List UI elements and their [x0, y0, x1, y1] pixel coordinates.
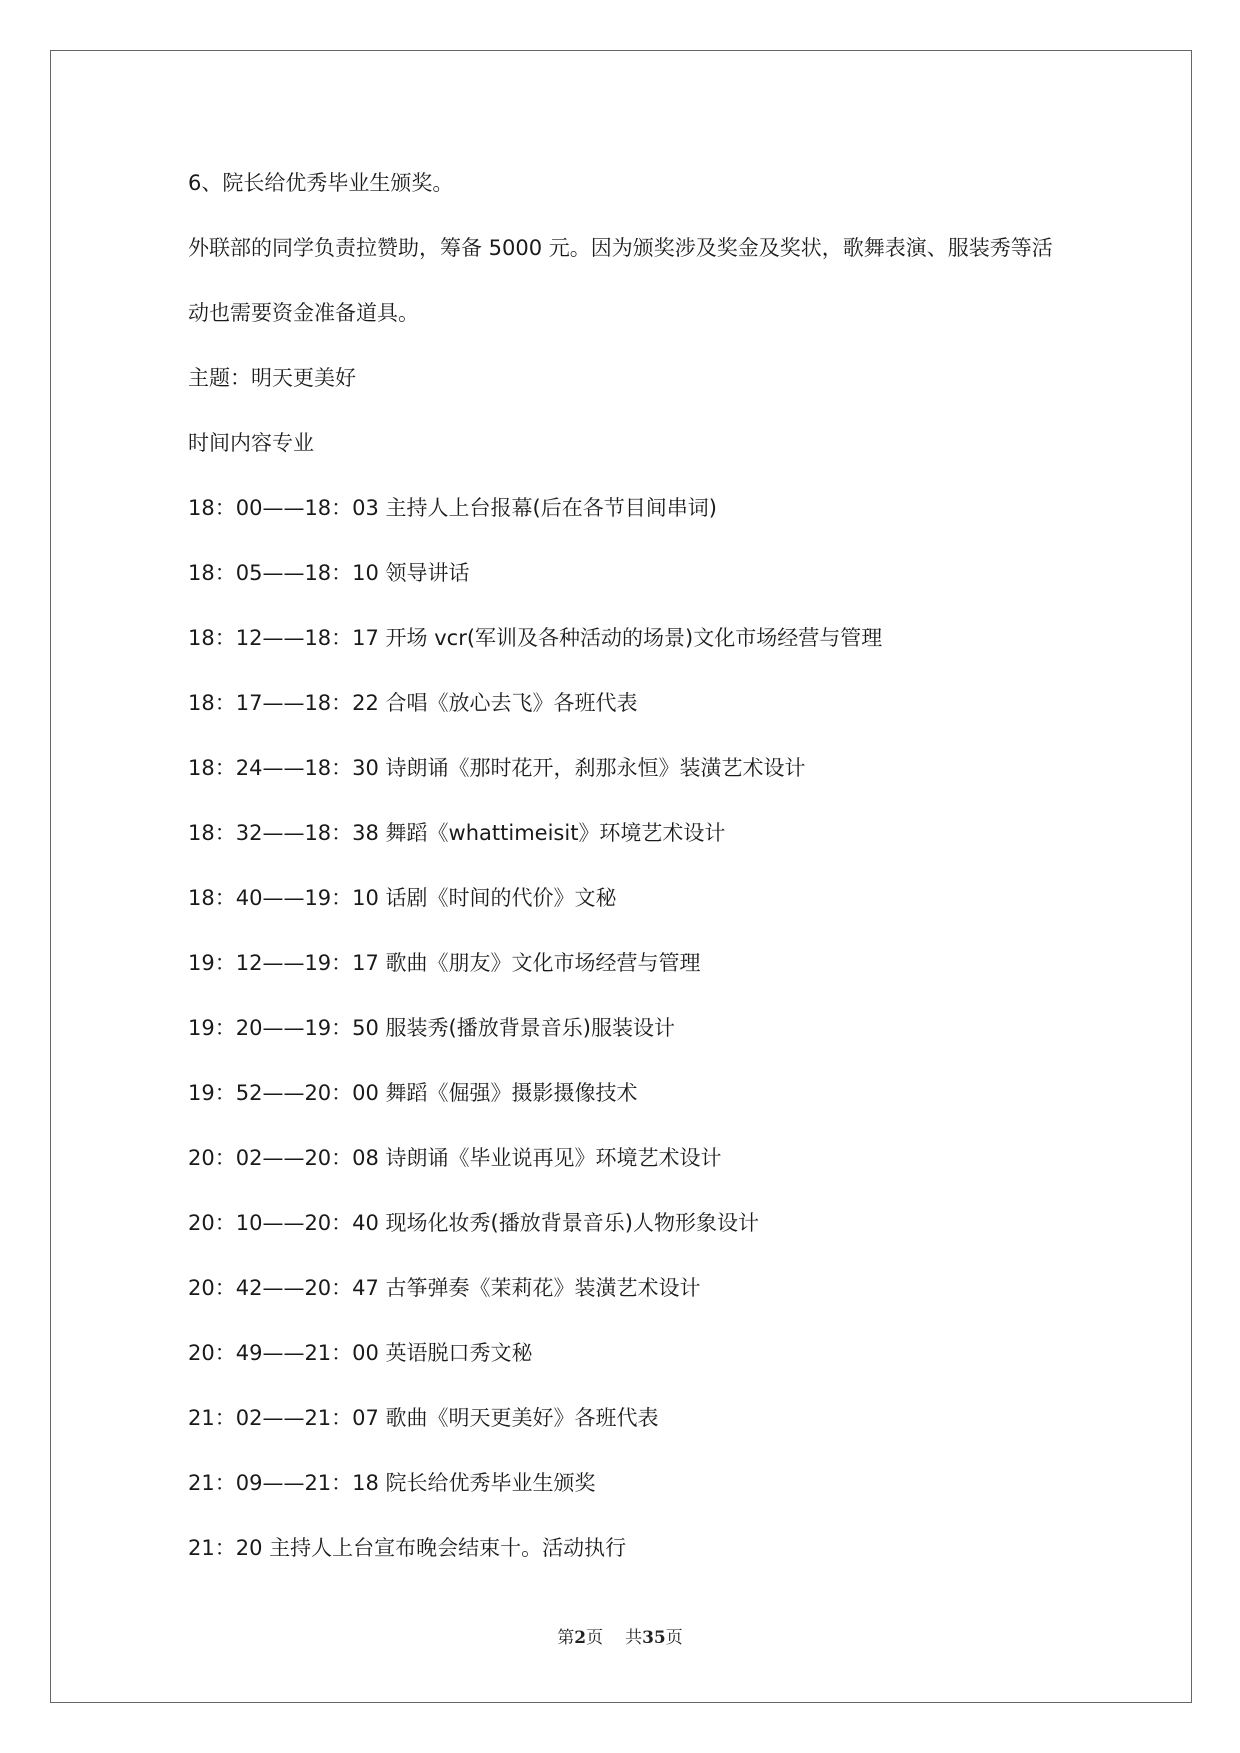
schedule-item: 19：52——20：00 舞蹈《倔强》摄影摄像技术	[188, 1081, 638, 1105]
schedule-item: 21：20 主持人上台宣布晚会结束十。活动执行	[188, 1536, 627, 1560]
schedule-item: 20：49——21：00 英语脱口秀文秘	[188, 1341, 533, 1365]
theme-line: 主题：明天更美好	[188, 366, 356, 390]
total-label-suffix: 页	[665, 1628, 683, 1648]
schedule-item: 18：17——18：22 合唱《放心去飞》各班代表	[188, 691, 638, 715]
schedule-item: 21：02——21：07 歌曲《明天更美好》各班代表	[188, 1406, 659, 1430]
page-footer	[0, 1626, 1240, 1650]
schedule-item: 18：12——18：17 开场 vcr(军训及各种活动的场景)文化市场经营与管理	[188, 626, 883, 650]
page-label-prefix: 第	[557, 1628, 575, 1648]
total-pages: 35	[642, 1628, 666, 1648]
schedule-item: 19：20——19：50 服装秀(播放背景音乐)服装设计	[188, 1016, 675, 1040]
schedule-item: 18：00——18：03 主持人上台报幕(后在各节目间串词)	[188, 496, 717, 520]
schedule-item: 20：10——20：40 现场化妆秀(播放背景音乐)人物形象设计	[188, 1211, 759, 1235]
page-label-suffix: 页	[586, 1628, 604, 1648]
text-line: 动也需要资金准备道具。	[188, 301, 419, 325]
schedule-item: 20：02——20：08 诗朗诵《毕业说再见》环境艺术设计	[188, 1146, 722, 1170]
document-body	[188, 168, 1068, 1598]
schedule-item: 21：09——21：18 院长给优秀毕业生颁奖	[188, 1471, 596, 1495]
schedule-item: 20：42——20：47 古筝弹奏《茉莉花》装潢艺术设计	[188, 1276, 701, 1300]
total-label-prefix: 共	[625, 1628, 643, 1648]
text-line: 6、院长给优秀毕业生颁奖。	[188, 171, 454, 195]
schedule-item: 18：24——18：30 诗朗诵《那时花开，刹那永恒》装潢艺术设计	[188, 756, 806, 780]
schedule-item: 18：05——18：10 领导讲话	[188, 561, 470, 585]
schedule-item: 18：32——18：38 舞蹈《whattimeisit》环境艺术设计	[188, 821, 726, 845]
text-line: 外联部的同学负责拉赞助，筹备 5000 元。因为颁奖涉及奖金及奖状，歌舞表演、服装秀等活	[188, 236, 1053, 260]
schedule-item: 19：12——19：17 歌曲《朋友》文化市场经营与管理	[188, 951, 701, 975]
schedule-item: 18：40——19：10 话剧《时间的代价》文秘	[188, 886, 617, 910]
schedule-header: 时间内容专业	[188, 431, 314, 455]
page-number: 2	[574, 1628, 587, 1648]
